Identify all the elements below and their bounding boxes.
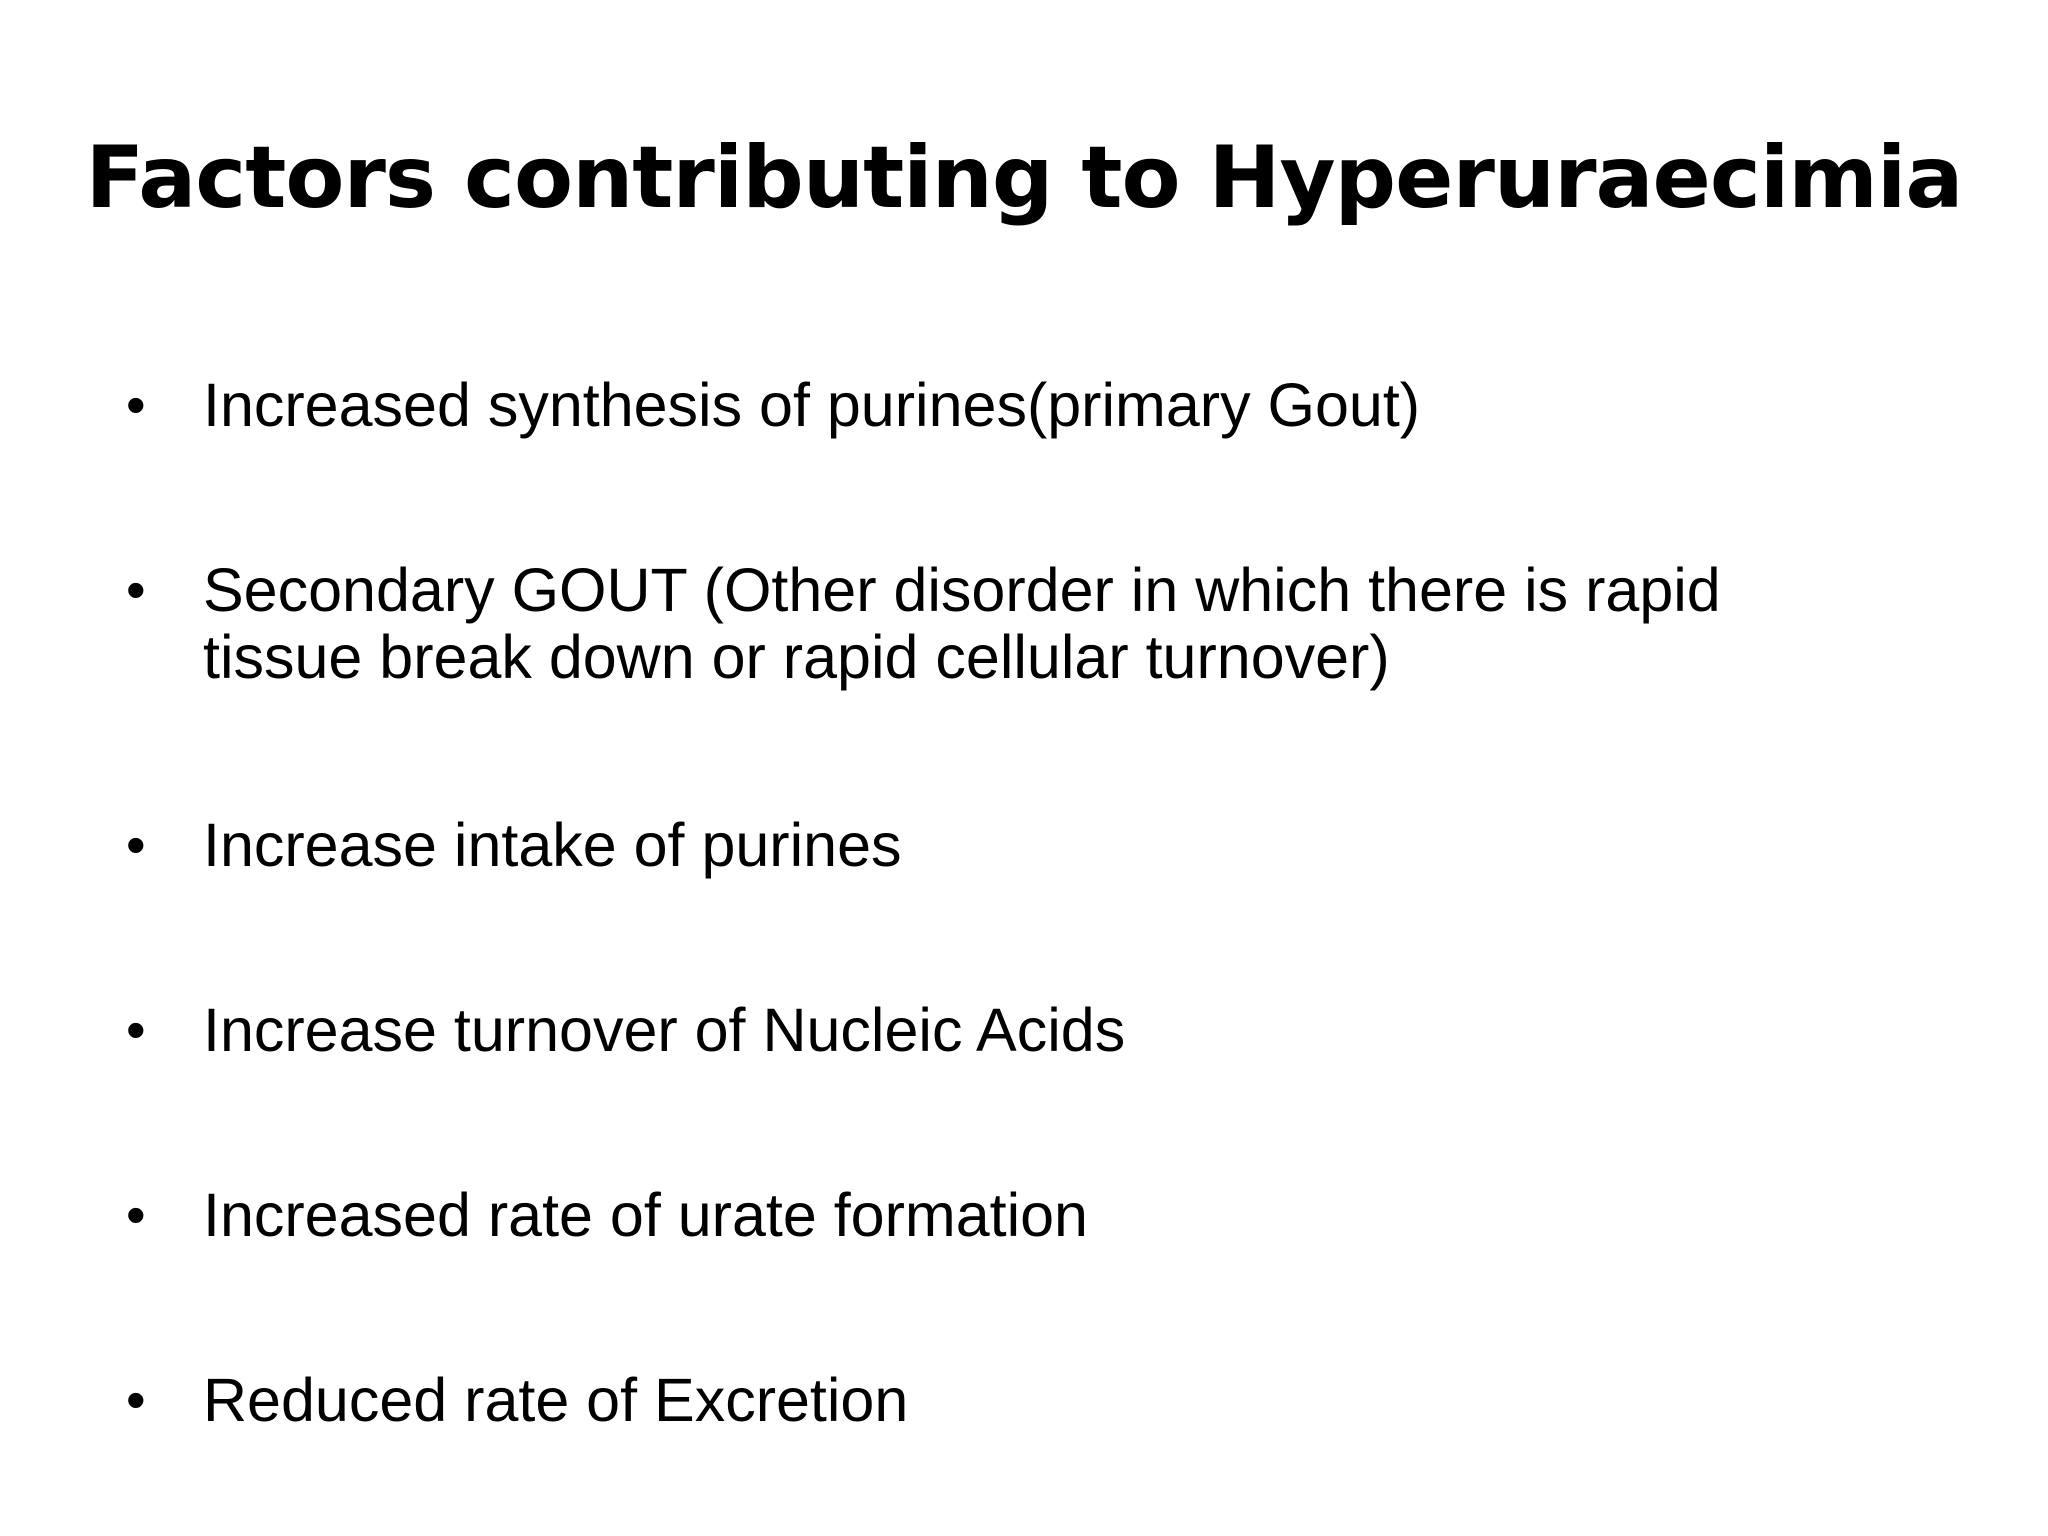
bullet-text: Increased synthesis of purines(primary Gout) (203, 371, 1421, 439)
bullet-icon: • (126, 558, 146, 621)
bullet-icon: • (126, 373, 146, 436)
bullet-text: Reduced rate of Excretion (203, 1366, 909, 1434)
bullet-icon: • (126, 813, 146, 876)
slide-title: Factors contributing to Hyperuraecimia (85, 128, 1963, 228)
bullet-text: Secondary GOUT (Other disorder in which there is rapid tissue break down or rapid cellular turnover) (203, 556, 1721, 691)
bullet-text: Increase intake of purines (203, 811, 902, 879)
bullet-icon: • (126, 1368, 146, 1431)
bullet-icon: • (126, 1183, 146, 1246)
bullet-text: Increased rate of urate formation (203, 1181, 1088, 1249)
bullet-icon: • (126, 998, 146, 1061)
bullet-text: Increase turnover of Nucleic Acids (203, 996, 1126, 1064)
